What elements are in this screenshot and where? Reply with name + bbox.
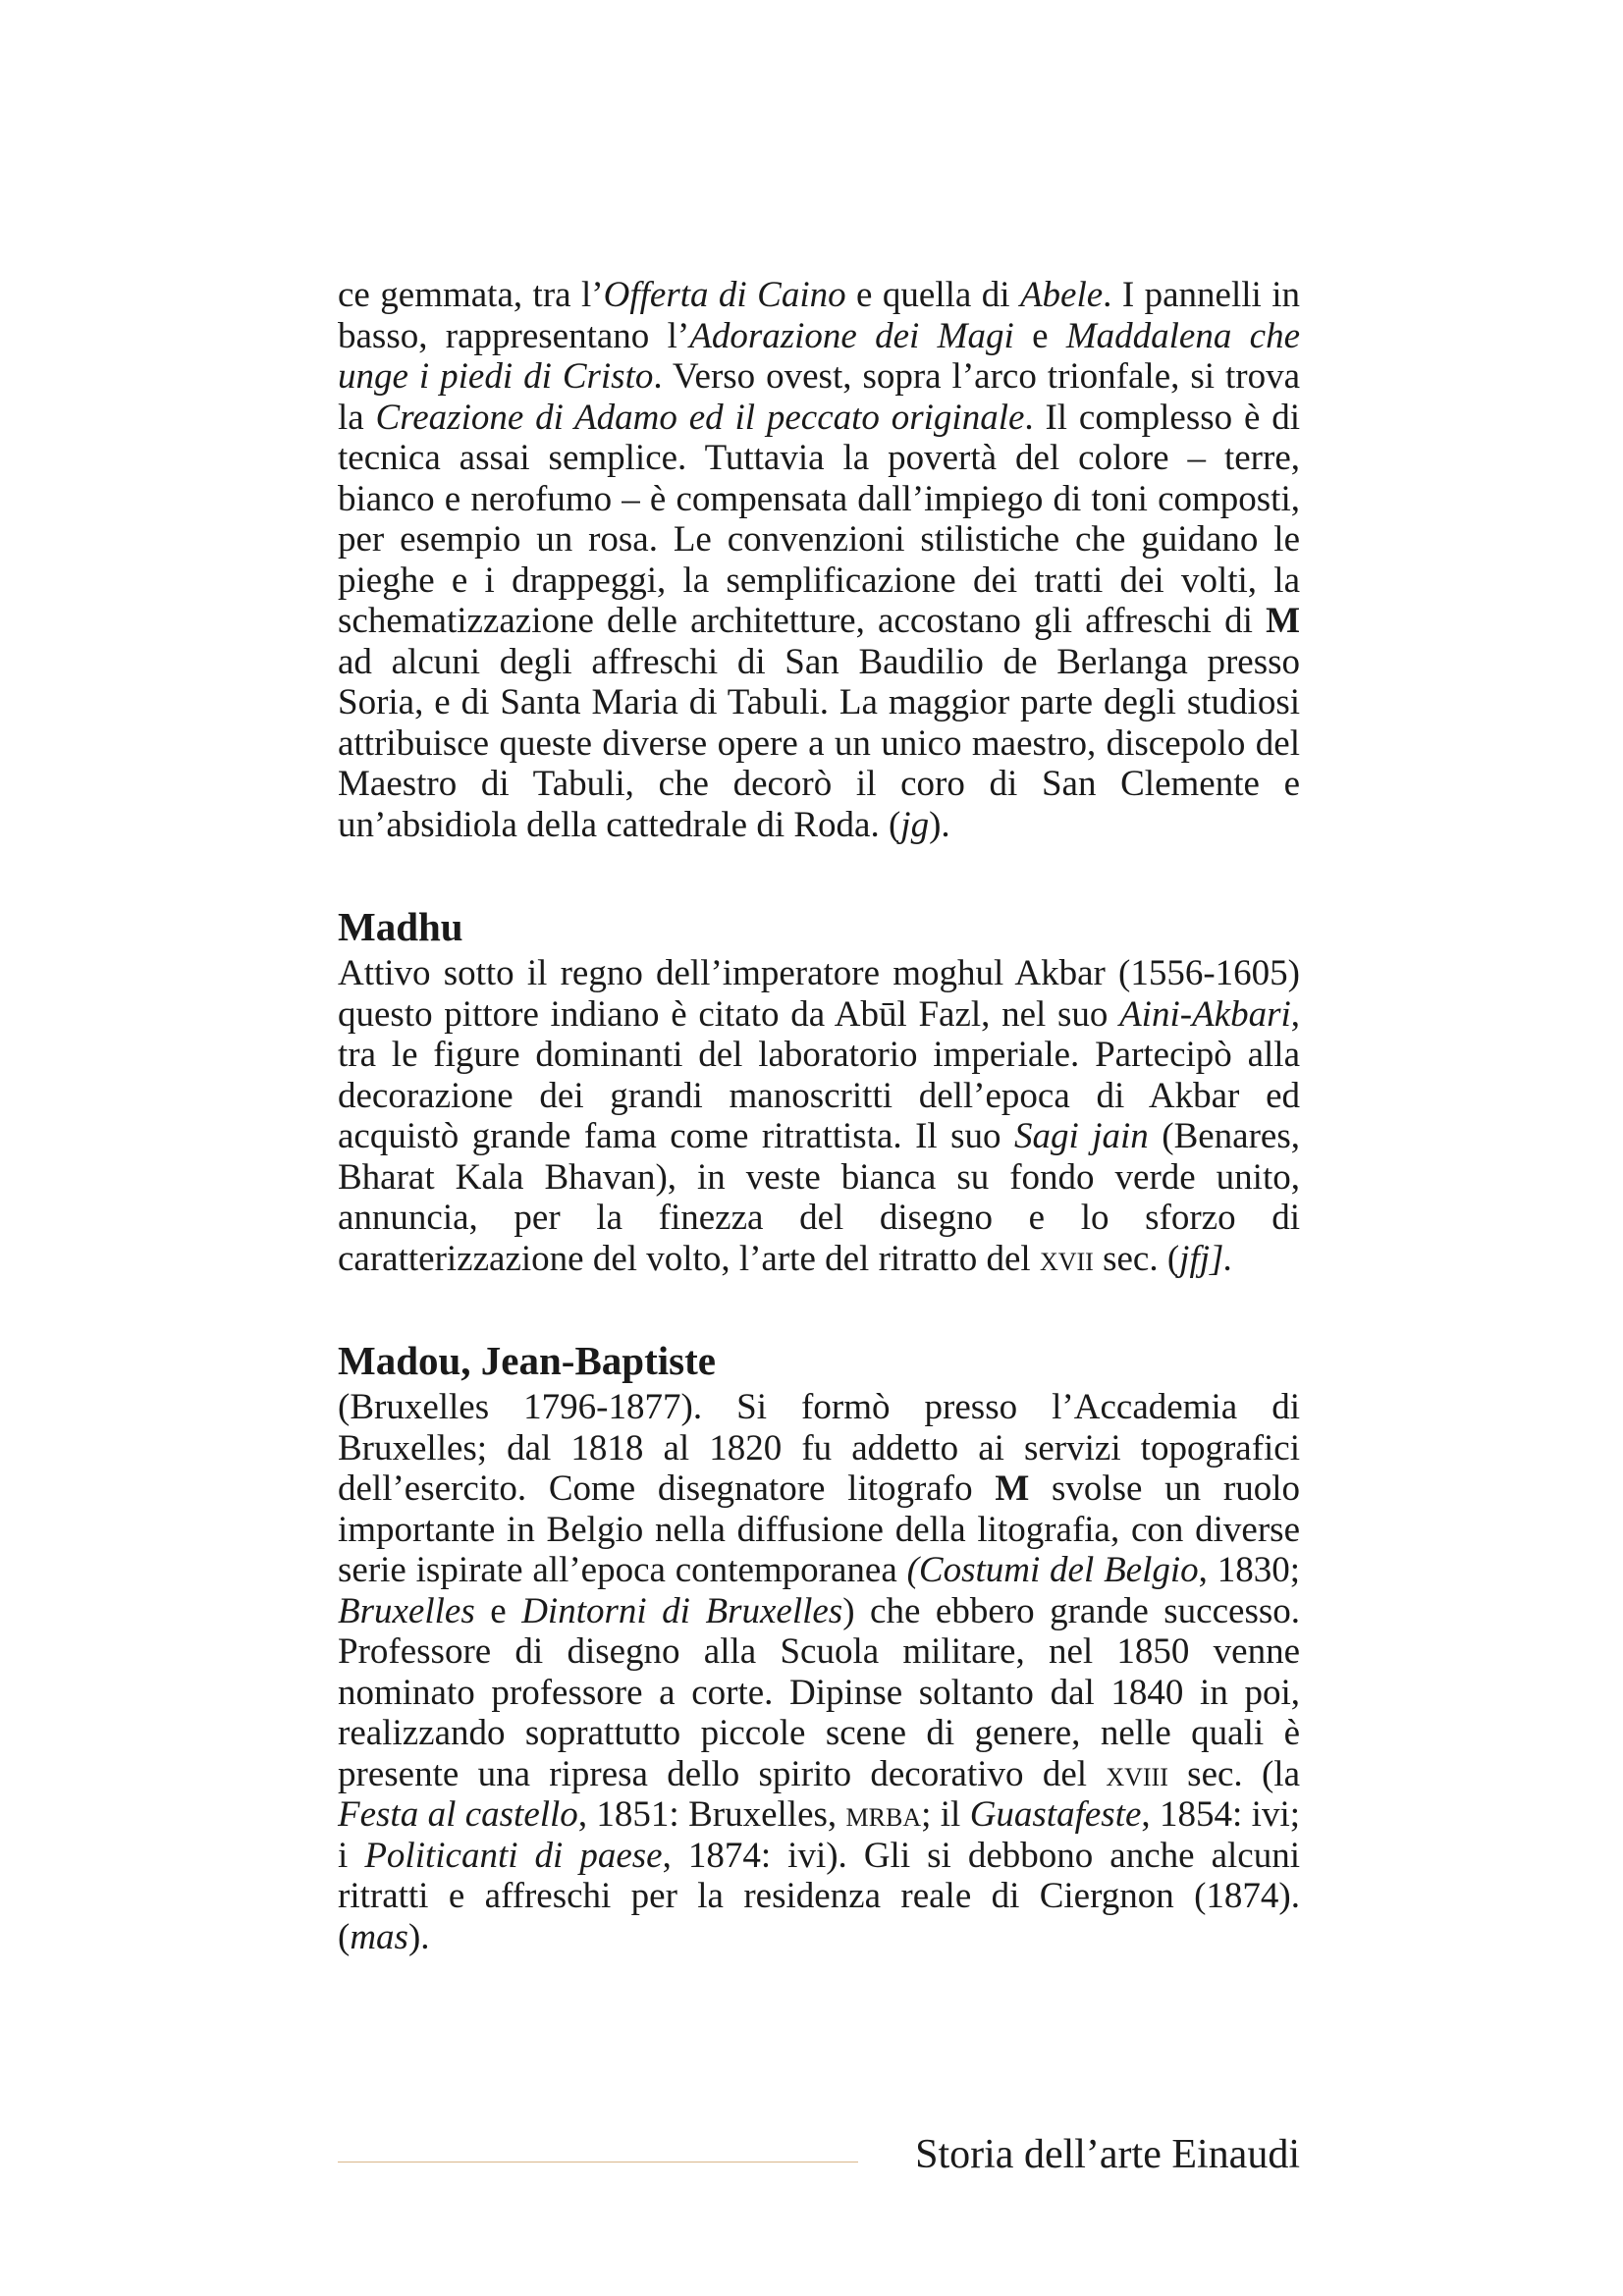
- italic-title: Festa al castello: [338, 1794, 578, 1835]
- entry-madou: [338, 1338, 1300, 1957]
- entry-title: Madou, Jean-Baptiste: [338, 1338, 716, 1383]
- small-caps-century: xviii: [1106, 1753, 1168, 1794]
- italic-title: Dintorni di Bruxelles: [521, 1590, 843, 1631]
- text-run: ).: [929, 804, 950, 845]
- continuation-paragraph: [338, 275, 1300, 845]
- text-run: , 1830;: [1198, 1550, 1300, 1590]
- text-run: sec. (: [1093, 1238, 1180, 1279]
- bold-abbrev: M: [1266, 601, 1300, 641]
- italic-title: (Costumi del Belgio: [906, 1550, 1199, 1590]
- text-run: (Bruxelles 1796-1877). Si formò presso l’Accademia di Bruxelles; dal 1818 al 1820 fu addetto ai servizi topografici dell’esercito. Come disegnatore litografo: [338, 1387, 1300, 1509]
- bold-abbrev: M: [995, 1468, 1030, 1509]
- text-run: ).: [407, 1916, 430, 1957]
- text-run: ; il: [921, 1794, 970, 1835]
- italic-title: Adorazione dei Magi: [689, 315, 1014, 356]
- text-run: . I pannelli in basso, rappresentano l’: [338, 275, 1300, 356]
- text-run: , 1874: ivi). Gli si debbono anche alcuni ritratti e affreschi per la residenza reale di Ciergnon (1874). (: [338, 1835, 1300, 1957]
- text-run: e: [1013, 315, 1066, 356]
- italic-title: Creazione di Adamo ed il peccato originale: [375, 397, 1025, 438]
- text-run: ce gemmata, tra l’: [338, 275, 604, 315]
- footer-rule: [338, 2162, 858, 2163]
- author-initials: jfj].: [1179, 1238, 1233, 1279]
- footer-title: Storia dell’arte Einaudi: [915, 2132, 1300, 2177]
- text-run: . Verso ovest, sopra l’arco trionfale, si trova la: [338, 356, 1300, 438]
- text-run: , 1851: Bruxelles,: [577, 1794, 846, 1835]
- text-run: ) che ebbero grande successo. Professore di disegno alla Scuola militare, nel 1850 venne nominato professore a corte. Dipinse soltanto dal 1840 in poi, realizzando soprattutto piccole scene di genere, nelle quali è presente una ripresa dello spirito decorativo del: [338, 1590, 1300, 1794]
- text-run: e quella di: [845, 275, 1020, 315]
- page-footer: [338, 2130, 1300, 2179]
- entry-body: [338, 1387, 1300, 1957]
- text-run: (Benares, Bharat Kala Bhavan), in veste bianca su fondo verde unito, annuncia, per la finezza del disegno e lo sforzo di caratterizzazione del volto, l’arte del ritratto del: [338, 1116, 1300, 1279]
- text-run: sec. (la: [1167, 1753, 1300, 1794]
- italic-title: Aini-Akbari: [1119, 993, 1291, 1035]
- text-run: svolse un ruolo importante in Belgio nella diffusione della litografia, con diverse serie ispirate all’epoca contemporanea: [338, 1468, 1301, 1590]
- italic-title: Offerta di Caino: [603, 275, 846, 315]
- text-run: e: [474, 1590, 522, 1631]
- text-run: Attivo sotto il regno dell’imperatore moghul Akbar (1556-1605) questo pittore indiano è citato da Abūl Fazl, nel suo: [338, 953, 1300, 1035]
- text-run: . Il complesso è di tecnica assai semplice. Tuttavia la povertà del colore – terre, bianco e nerofumo – è compensata dall’impiego di toni composti, per esempio un rosa. Le convenzioni stilistiche che guidano le pieghe e i drappeggi, la semplificazione dei tratti dei volti, la schematizzazione delle architetture, accostano gli affreschi di: [338, 397, 1300, 641]
- entry-madhu: [338, 904, 1300, 1279]
- text-run: , tra le figure dominanti del laboratorio imperiale. Partecipò alla decorazione dei grandi manoscritti dell’epoca di Akbar ed acquistò grande fama come ritrattista. Il suo: [338, 993, 1300, 1156]
- author-initials: jg: [900, 804, 930, 845]
- entry-body: [338, 953, 1300, 1279]
- author-initials: mas: [350, 1916, 408, 1957]
- small-caps-museum: mrba: [845, 1794, 922, 1835]
- italic-title: Maddalena che unge i piedi di Cristo: [338, 315, 1300, 397]
- italic-title: Abele: [1019, 275, 1104, 315]
- text-run: ad alcuni degli affreschi di San Baudilio de Berlanga presso Soria, e di Santa Maria di Tabuli. La maggior parte degli studiosi attribuisce queste diverse opere a un unico maestro, discepolo del Maestro di Tabuli, che decorò il coro di San Clemente e un’absidiola della cattedrale di Roda. (: [338, 641, 1300, 845]
- italic-title: Sagi jain: [1014, 1116, 1149, 1156]
- italic-title: Guastafeste: [969, 1794, 1142, 1835]
- italic-title: Politicanti di paese: [364, 1835, 663, 1876]
- italic-title: Bruxelles: [338, 1590, 475, 1631]
- small-caps-century: xvii: [1039, 1238, 1094, 1279]
- page-body: [338, 275, 1300, 1957]
- entry-title: Madhu: [338, 904, 463, 949]
- text-run: , 1854: ivi; i: [338, 1794, 1300, 1876]
